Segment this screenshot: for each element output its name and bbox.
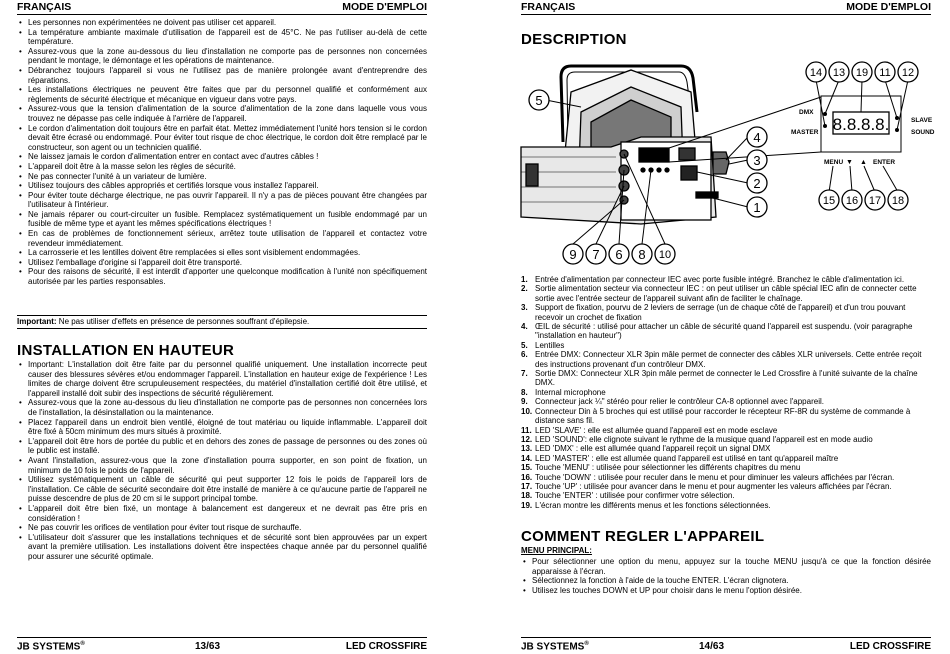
svg-text:8: 8 bbox=[638, 247, 646, 262]
label-master: MASTER bbox=[791, 129, 819, 136]
settings-title: COMMENT REGLER L'APPAREIL bbox=[521, 528, 765, 545]
callout-4 bbox=[747, 127, 767, 147]
page-header bbox=[17, 0, 427, 15]
description-item bbox=[521, 426, 931, 435]
description-item bbox=[521, 454, 931, 463]
list-item: • Les personnes non expérimentées ne doivent pas utiliser cet appareil. bbox=[28, 18, 427, 28]
description-item bbox=[521, 350, 931, 369]
right-page bbox=[521, 0, 935, 654]
header-language: FRANÇAIS bbox=[17, 1, 72, 13]
description-title: DESCRIPTION bbox=[521, 31, 627, 48]
install-title: INSTALLATION EN HAUTEUR bbox=[17, 342, 235, 359]
description-item bbox=[521, 322, 931, 341]
important-label: Important: bbox=[17, 317, 57, 326]
list-item: • La température ambiante maximale d'utilisation de l'appareil est de 45°C. Ne pas l'utiliser au-delà de cette température. bbox=[28, 28, 427, 47]
install-section bbox=[17, 360, 427, 561]
item-text: Touche 'DOWN' : utilisée pour reculer dans le menu et pour diminuer les valeurs affichées par l'écran. bbox=[535, 472, 895, 482]
description-item bbox=[521, 473, 931, 482]
list-item: • Utilisez toujours des câbles appropriés et certifiés lorsque vous installez l'appareil. bbox=[28, 181, 427, 191]
footer-product: LED CROSSFIRE bbox=[849, 641, 931, 652]
label-enter: ENTER bbox=[873, 159, 896, 166]
item-text: Lentilles bbox=[535, 340, 565, 350]
callout-16 bbox=[842, 190, 862, 210]
callout-15 bbox=[819, 190, 839, 210]
safety-list bbox=[17, 18, 427, 287]
item-number: 4. bbox=[521, 322, 528, 332]
list-item: • L'utilisateur doit s'assurer que les installations techniques et de sécurité sont bien approuvées par un expert avant la première utilisation. Les installations doivent être inspectées chaque année par du personnel qualifié pour assurer une sécurité optimale. bbox=[28, 533, 427, 562]
list-item: • Ne laissez jamais le cordon d'alimentation entrer en contact avec d'autres câbles ! bbox=[28, 152, 427, 162]
callout-7 bbox=[586, 244, 606, 264]
up-arrow-icon: ▲ bbox=[860, 159, 867, 166]
item-text: Touche 'MENU' : utilisée pour sélectionner les différents chapitres du menu bbox=[535, 463, 801, 473]
description-item bbox=[521, 444, 931, 453]
description-item bbox=[521, 388, 931, 397]
item-number: 9. bbox=[521, 397, 528, 407]
list-item: • En cas de problèmes de fonctionnement sérieux, arrêtez toute utilisation de l'appareil et contactez votre revendeur immédiatement. bbox=[28, 229, 427, 248]
svg-text:14: 14 bbox=[809, 67, 823, 79]
callout-12 bbox=[898, 62, 918, 82]
svg-text:10: 10 bbox=[658, 249, 672, 261]
description-item bbox=[521, 463, 931, 472]
item-number: 18. bbox=[521, 491, 533, 501]
item-number: 6. bbox=[521, 350, 528, 360]
header-title: MODE D'EMPLOI bbox=[342, 1, 427, 13]
left-page bbox=[17, 0, 427, 654]
description-item bbox=[521, 482, 931, 491]
page-header bbox=[521, 0, 931, 15]
item-number: 11. bbox=[521, 425, 532, 435]
svg-text:3: 3 bbox=[753, 153, 761, 168]
list-item: • Ne pas couvrir les orifices de ventilation pour éviter tout risque de surchauffe. bbox=[28, 523, 427, 533]
item-text: Connecteur jack ¼" stéréo pour relier le contrôleur CA-8 optionnel avec l'appareil. bbox=[535, 397, 824, 407]
list-item: • L'appareil doit être à la masse selon les règles de sécurité. bbox=[28, 162, 427, 172]
list-item: • Pour des raisons de sécurité, il est interdit d'apporter une quelconque modification à l'unité non spécifiquement autorisée par les parties responsables. bbox=[28, 267, 427, 286]
list-item: • Utilisez l'emballage d'origine si l'appareil doit être transporté. bbox=[28, 258, 427, 268]
item-text: L'écran montre les différents menus et les fonctions sélectionnées. bbox=[535, 500, 771, 510]
svg-text:13: 13 bbox=[832, 67, 846, 79]
callout-2 bbox=[747, 173, 767, 193]
item-text: Touche 'UP' : utilisée pour avancer dans le menu et pour augmenter les valeurs affichées par l'écran. bbox=[535, 481, 892, 491]
control-panel bbox=[791, 62, 935, 210]
list-item: • Sélectionnez la fonction à l'aide de la touche ENTER. L'écran clignotera. bbox=[532, 576, 931, 586]
item-text: Entrée d'alimentation par connecteur IEC avec porte fusible intégré. Branchez le câble d'alimentation ici. bbox=[535, 275, 905, 284]
important-note bbox=[17, 315, 427, 329]
header-language: FRANÇAIS bbox=[521, 1, 576, 13]
important-text: Ne pas utiliser d'effets en présence de personnes souffrant d'épilepsie. bbox=[56, 317, 310, 326]
item-number: 1. bbox=[521, 275, 528, 284]
label-dmx: DMX bbox=[799, 109, 814, 116]
device-diagram bbox=[521, 52, 935, 270]
callout-9 bbox=[563, 244, 583, 264]
callout-1 bbox=[747, 197, 767, 217]
footer-brand: JB SYSTEMS® bbox=[17, 641, 85, 653]
footer-brand: JB SYSTEMS® bbox=[521, 641, 589, 653]
item-number: 3. bbox=[521, 303, 528, 313]
header-title: MODE D'EMPLOI bbox=[846, 1, 931, 13]
item-text: ŒIL de sécurité : utilisé pour attacher un câble de sécurité quand l'appareil est suspendu. (voir paragraphe "installation en hauteur") bbox=[535, 322, 913, 341]
list-item: • Utilisez systématiquement un câble de sécurité qui peut supporter 12 fois le poids de l'appareil lors de l'installation. Ce câble de sécurité secondaire doit être installé de manière à ce qu'aucune partie de l'appareil ne puisse descendre de plus de 20 cm si le support principal tombe. bbox=[28, 475, 427, 504]
list-item: • La carrosserie et les lentilles doivent être remplacées si elles sont visiblement endommagées. bbox=[28, 248, 427, 258]
item-text: LED 'MASTER' : elle est allumée quand l'appareil est utilisé en tant qu'appareil maître bbox=[535, 453, 839, 463]
callout-13 bbox=[829, 62, 849, 82]
page-number: 13/63 bbox=[195, 641, 221, 652]
description-item bbox=[521, 501, 931, 510]
page-number: 14/63 bbox=[699, 641, 725, 652]
label-menu: MENU bbox=[824, 159, 844, 166]
install-list bbox=[17, 360, 427, 561]
list-item: • Débranchez toujours l'appareil si vous ne l'utilisez pas de manière prolongée avant d'entreprendre des réparations. bbox=[28, 66, 427, 85]
svg-text:17: 17 bbox=[868, 195, 882, 207]
description-item bbox=[521, 284, 931, 303]
list-item: • L'appareil doit être bien fixé, un montage à balancement est dangereux et ne devrait pas être pris en considération ! bbox=[28, 504, 427, 523]
item-number: 19. bbox=[521, 500, 533, 510]
callout-8 bbox=[632, 244, 652, 264]
label-sound: SOUND bbox=[911, 129, 935, 136]
footer-product: LED CROSSFIRE bbox=[345, 641, 427, 652]
svg-text:18: 18 bbox=[891, 195, 905, 207]
callout-11 bbox=[875, 62, 895, 82]
item-number: 13. bbox=[521, 444, 533, 454]
down-arrow-icon: ▼ bbox=[846, 159, 853, 166]
menu-list bbox=[521, 557, 931, 595]
svg-text:16: 16 bbox=[845, 195, 859, 207]
item-text: Connecteur Din à 5 broches qui est utilisé pour raccorder le récepteur RF-8R du système de commande à distance sans fil. bbox=[535, 406, 911, 426]
callout-6 bbox=[609, 244, 629, 264]
callout-19 bbox=[852, 62, 872, 82]
item-number: 14. bbox=[521, 453, 533, 463]
list-item: • Important: L'installation doit être faite par du personnel qualifié uniquement. Une installation incorrecte peut causer des blessures sévères et/ou endommager l'appareil. L'installation en hauteur exige de l'expérience ! Les limites de charge doivent être scrupuleusement respectées, du matériel d'installation certifié doit être utilisé, et l'appareil installé doit subir des inspections de sécurité régulièrement. bbox=[28, 360, 427, 398]
description-item bbox=[521, 275, 931, 284]
item-number: 17. bbox=[521, 481, 533, 491]
description-item bbox=[521, 341, 931, 350]
svg-text:1: 1 bbox=[753, 200, 761, 215]
description-item bbox=[521, 303, 931, 322]
menu-section bbox=[521, 557, 931, 595]
description-item bbox=[521, 397, 931, 406]
item-text: LED 'SOUND': elle clignote suivant le rythme de la musique quand l'appareil est en mode audio bbox=[535, 434, 873, 444]
page-footer bbox=[521, 637, 931, 654]
list-item: • Les installations électriques ne peuvent être faites que par du personnel qualifié et conformément aux règlements de sécurité électrique et mécanique en vigueur dans votre pays. bbox=[28, 85, 427, 104]
description-item bbox=[521, 491, 931, 500]
safety-section bbox=[17, 18, 427, 287]
list-item: • Utilisez les touches DOWN et UP pour choisir dans le menu l'option désirée. bbox=[532, 586, 931, 596]
description-item bbox=[521, 407, 931, 426]
list-item: • Assurez-vous que la zone au-dessous du lieu d'installation ne comporte pas de personnes non concernées lors de l'installation, la désinstallation ou la maintenance. bbox=[28, 398, 427, 417]
list-item: • Pour sélectionner une option du menu, appuyez sur la touche MENU jusqu'à ce que la fonction désirée apparaisse à l'écran. bbox=[532, 557, 931, 576]
item-number: 15. bbox=[521, 463, 533, 473]
item-number: 12. bbox=[521, 434, 533, 444]
display-digits: 8.8.8.8. bbox=[832, 115, 890, 134]
device-illustration bbox=[521, 66, 729, 224]
label-slave: SLAVE bbox=[911, 117, 933, 124]
item-number: 10. bbox=[521, 406, 533, 416]
item-text: Internal microphone bbox=[535, 387, 606, 397]
callout-17 bbox=[865, 190, 885, 210]
svg-text:15: 15 bbox=[822, 195, 836, 207]
svg-text:5: 5 bbox=[535, 93, 543, 108]
list-item: • Pour éviter toute décharge électrique, ne pas ouvrir l'appareil. Il n'y a pas de pièces pouvant être changées par l'utilisateur à l'intérieur. bbox=[28, 191, 427, 210]
callout-3 bbox=[747, 150, 767, 170]
list-item: • L'appareil doit être hors de portée du public et en dehors des zones de passage de personnes ou des zones où le public est installé. bbox=[28, 437, 427, 456]
callout-18 bbox=[888, 190, 908, 210]
description-item bbox=[521, 369, 931, 388]
menu-heading: MENU PRINCIPAL: bbox=[521, 546, 592, 555]
svg-text:6: 6 bbox=[615, 247, 623, 262]
description-list-section bbox=[521, 275, 931, 510]
item-number: 5. bbox=[521, 340, 528, 350]
svg-text:11: 11 bbox=[879, 67, 891, 79]
list-item: • Assurez-vous que la zone au-dessous du lieu d'installation ne comporte pas de personnes non concernées pendant le montage, le démontage et les opérations de maintenance. bbox=[28, 47, 427, 66]
item-number: 8. bbox=[521, 387, 528, 397]
callout-10 bbox=[655, 244, 675, 264]
list-item: • Placez l'appareil dans un endroit bien ventilé, éloigné de tout matériau ou liquide inflammable. L'appareil doit être fixé à 50cm minimum des murs situés à proximité. bbox=[28, 418, 427, 437]
svg-text:4: 4 bbox=[753, 130, 761, 145]
svg-text:2: 2 bbox=[753, 176, 761, 191]
description-item bbox=[521, 435, 931, 444]
svg-text:19: 19 bbox=[855, 67, 869, 79]
item-text: Sortie alimentation secteur via connecteur IEC : on peut utiliser un câble spécial IEC afin de connecter cette sortie avec l'entrée secteur de l'appareil suivant afin de faciliter le chaînage. bbox=[535, 284, 917, 303]
item-text: LED 'SLAVE' : elle est allumée quand l'appareil est en mode esclave bbox=[535, 425, 778, 435]
svg-text:9: 9 bbox=[569, 247, 577, 262]
svg-text:7: 7 bbox=[592, 247, 600, 262]
item-number: 16. bbox=[521, 472, 533, 482]
list-item: • Ne pas connecter l'unité à un variateur de lumière. bbox=[28, 172, 427, 182]
list-item: • Avant l'installation, assurez-vous que la zone d'installation pourra supporter, en son point de fixation, un minimum de 10 fois le poids de l'appareil. bbox=[28, 456, 427, 475]
item-text: Support de fixation, pourvu de 2 leviers de serrage (un de chaque côté de l'appareil) et d'un trou pouvant recevoir un crochet de fixation bbox=[535, 303, 906, 322]
item-text: Entrée DMX: Connecteur XLR 3pin mâle permet de connecter des câbles XLR universels. Cette entrée reçoit des instructions provenant d'un contrôleur DMX. bbox=[535, 350, 922, 369]
item-text: LED 'DMX' : elle est allumée quand l'appareil reçoit un signal DMX bbox=[535, 444, 771, 454]
description-list bbox=[521, 275, 931, 510]
list-item: • Assurez-vous que la tension d'alimentation de la source d'alimentation de la zone dans laquelle vous vous trouvez ne dépasse pas celle indiquée à l'arrière de l'appareil. bbox=[28, 104, 427, 123]
item-text: Sortie DMX: Connecteur XLR 3pin mâle permet de connecter le Led Crossfire à l'unité suivante de la chaîne DMX. bbox=[535, 369, 918, 388]
page-footer bbox=[17, 637, 427, 654]
item-number: 7. bbox=[521, 369, 528, 379]
list-item: • Le cordon d'alimentation doit toujours être en parfait état. Mettez immédiatement l'unité hors tension si le cordon devait être écrasé ou endommagé. Pour éviter tout risque de choc électrique, le cordon doit être remplacé par le constructeur, son agent ou un technicien qualifié. bbox=[28, 124, 427, 153]
item-number: 2. bbox=[521, 284, 528, 294]
list-item: • Ne jamais réparer ou court-circuiter un fusible. Remplacez systématiquement un fusible endommagé par un fusible de même type et ayant les mêmes spécifications électriques ! bbox=[28, 210, 427, 229]
svg-text:12: 12 bbox=[901, 67, 915, 79]
item-text: Touche 'ENTER' : utilisée pour confirmer votre sélection. bbox=[535, 491, 735, 501]
callout-5 bbox=[529, 90, 549, 110]
callout-14 bbox=[806, 62, 826, 82]
